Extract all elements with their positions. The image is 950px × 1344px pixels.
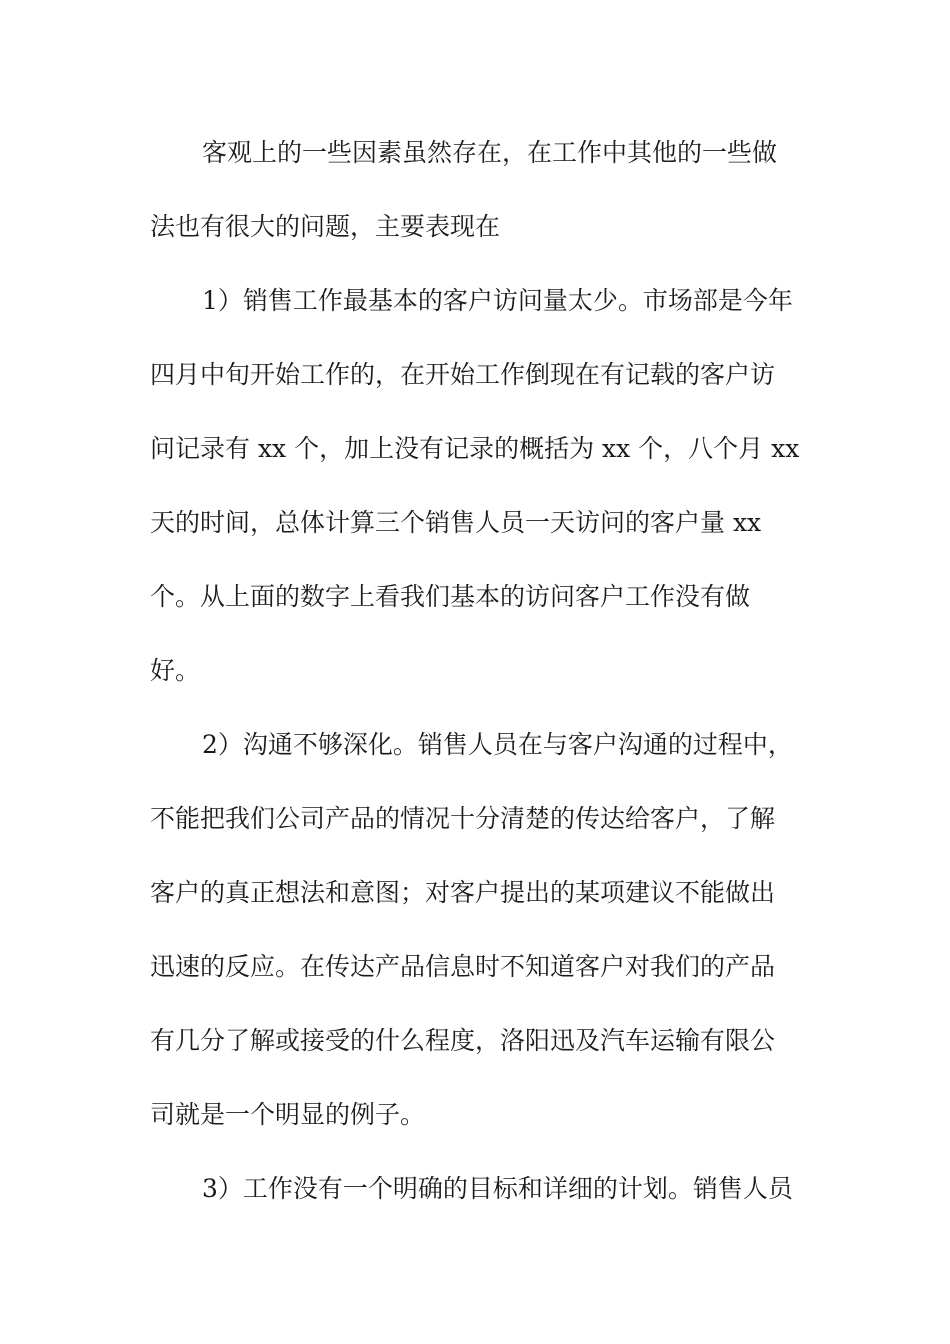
text-line-3: 1）销售工作最基本的客户访问量太少。市场部是今年 [202, 286, 793, 315]
text-line-1: 客观上的一些因素虽然存在，在工作中其他的一些做 [202, 138, 778, 167]
text-line-10: 不能把我们公司产品的情况十分清楚的传达给客户，了解 [150, 804, 776, 833]
text-line-7: 个。从上面的数字上看我们基本的访问客户工作没有做 [150, 582, 751, 611]
text-line-2: 法也有很大的问题，主要表现在 [150, 212, 501, 241]
text-line-12: 迅速的反应。在传达产品信息时不知道客户对我们的产品 [150, 952, 776, 981]
text-line-5: 问记录有 xx 个，加上没有记录的概括为 xx 个，八个月 xx [150, 434, 800, 463]
text-line-8: 好。 [150, 656, 201, 685]
text-line-13: 有几分了解或接受的什么程度，洛阳迅及汽车运输有限公 [150, 1026, 776, 1055]
text-line-14: 司就是一个明显的例子。 [150, 1100, 426, 1129]
text-line-15: 3）工作没有一个明确的目标和详细的计划。销售人员 [202, 1174, 793, 1203]
text-line-11: 客户的真正想法和意图；对客户提出的某项建议不能做出 [150, 878, 776, 907]
text-line-9: 2）沟通不够深化。销售人员在与客户沟通的过程中， [202, 730, 793, 759]
text-line-6: 天的时间，总体计算三个销售人员一天访问的客户量 xx [150, 508, 762, 537]
text-line-4: 四月中旬开始工作的，在开始工作倒现在有记载的客户访 [150, 360, 776, 389]
